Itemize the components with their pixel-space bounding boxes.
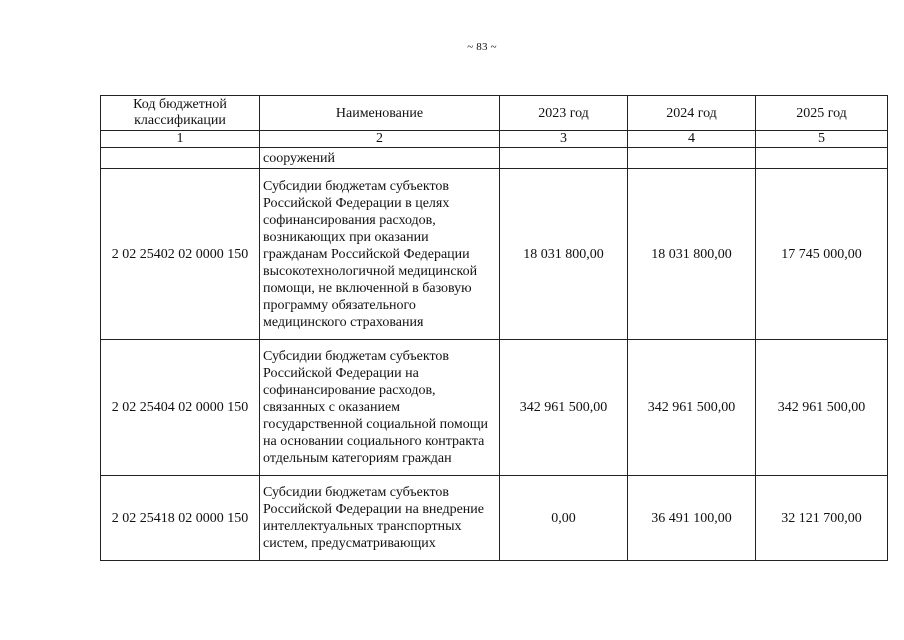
row-value-2025: 32 121 700,00 xyxy=(756,476,888,561)
column-number: 3 xyxy=(500,131,628,148)
table-row xyxy=(101,476,888,561)
table-row xyxy=(101,148,888,169)
row-value-2023: 0,00 xyxy=(500,476,628,561)
table-row xyxy=(101,340,888,476)
header-name: Наименование xyxy=(260,96,500,131)
row-value-2023: 342 961 500,00 xyxy=(500,340,628,476)
row-name: Субсидии бюджетам субъектов Российской Федерации на внедрение интеллектуальных транспортных систем, предусматривающих xyxy=(260,476,500,561)
header-code: Код бюджетной классификации xyxy=(101,96,260,131)
table-header-row xyxy=(101,96,888,131)
row-code: 2 02 25402 02 0000 150 xyxy=(101,169,260,340)
column-number: 4 xyxy=(628,131,756,148)
header-2023: 2023 год xyxy=(500,96,628,131)
row-value-2024: 18 031 800,00 xyxy=(628,169,756,340)
header-2024: 2024 год xyxy=(628,96,756,131)
row-name: Субсидии бюджетам субъектов Российской Федерации в целях софинансирования расходов, возникающих при оказании гражданам Российской Федерации высокотехнологичной медицинской помощи, не включенной в базовую программу обязательного медицинского страхования xyxy=(260,169,500,340)
row-name: сооружений xyxy=(260,148,500,169)
budget-table xyxy=(100,95,888,561)
row-value-2024 xyxy=(628,148,756,169)
column-number: 5 xyxy=(756,131,888,148)
row-name: Субсидии бюджетам субъектов Российской Федерации на софинансирование расходов, связанных с оказанием государственной социальной помощи на основании социального контракта отдельным категориям граждан xyxy=(260,340,500,476)
row-value-2024: 342 961 500,00 xyxy=(628,340,756,476)
page-number: ~ 83 ~ xyxy=(467,41,497,53)
row-value-2025: 17 745 000,00 xyxy=(756,169,888,340)
row-code: 2 02 25418 02 0000 150 xyxy=(101,476,260,561)
row-value-2023: 18 031 800,00 xyxy=(500,169,628,340)
header-2025: 2025 год xyxy=(756,96,888,131)
row-value-2023 xyxy=(500,148,628,169)
column-number-row xyxy=(101,131,888,148)
row-code xyxy=(101,148,260,169)
table-row xyxy=(101,169,888,340)
row-code: 2 02 25404 02 0000 150 xyxy=(101,340,260,476)
row-value-2024: 36 491 100,00 xyxy=(628,476,756,561)
column-number: 1 xyxy=(101,131,260,148)
column-number: 2 xyxy=(260,131,500,148)
row-value-2025 xyxy=(756,148,888,169)
row-value-2025: 342 961 500,00 xyxy=(756,340,888,476)
